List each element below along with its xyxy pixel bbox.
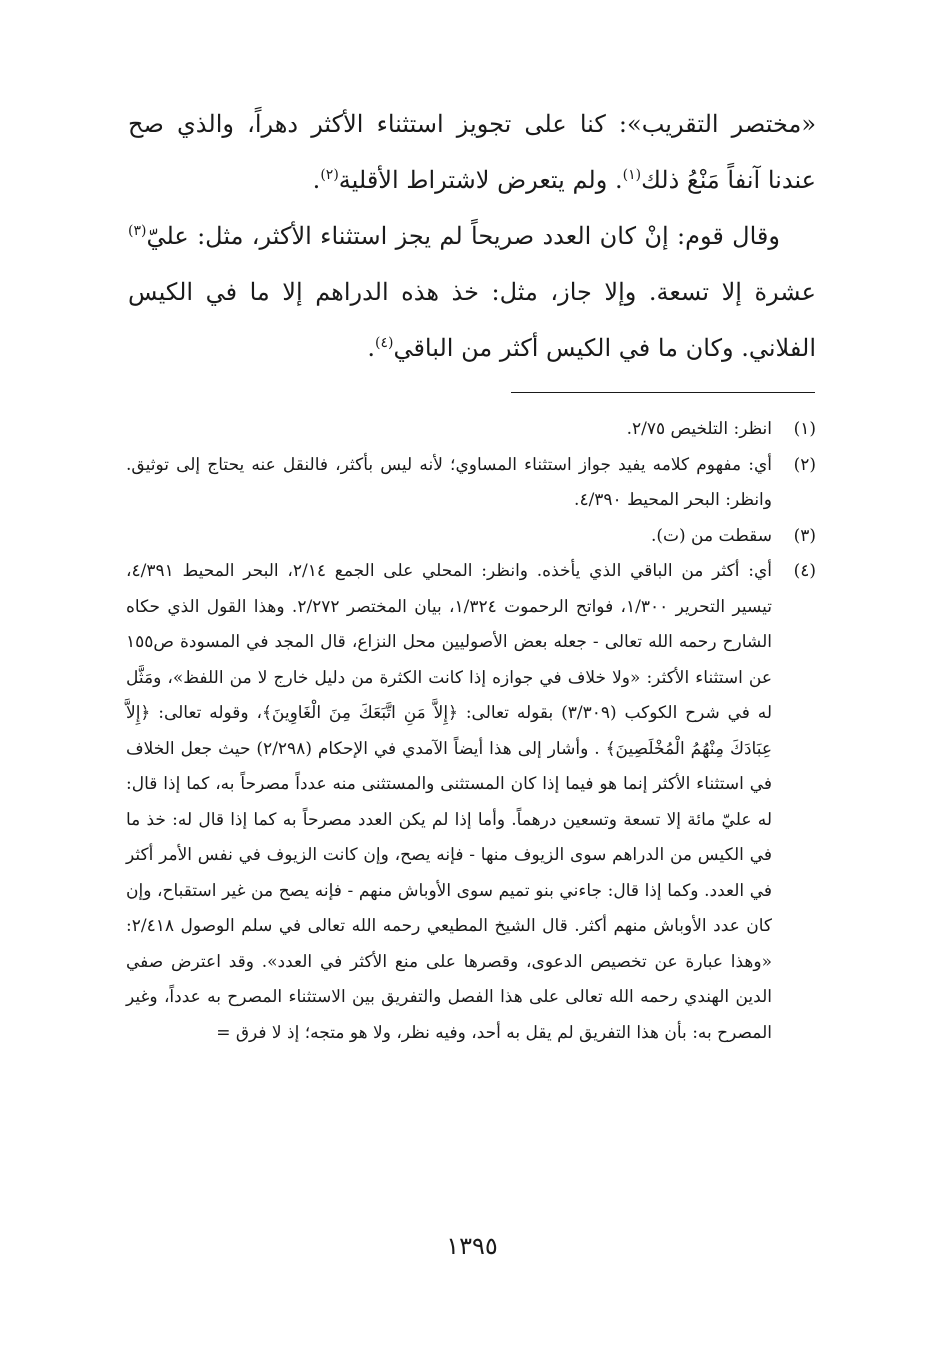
main-paragraph-1-text-b: . ولم يتعرض لاشتراط الأقلية <box>338 166 623 194</box>
footnote-divider <box>511 392 815 393</box>
footnote-4 <box>126 554 816 1051</box>
footnote-marker-1: (١) <box>622 167 642 183</box>
footnote-3 <box>126 519 816 555</box>
main-paragraph-2 <box>128 208 816 376</box>
main-text-block <box>128 96 816 376</box>
footnote-text: انظر: التلخيص ٢/٧٥. <box>626 419 772 439</box>
footnote-marker-3: (٣) <box>128 223 147 239</box>
footnote-number: (٢) <box>793 454 816 475</box>
main-paragraph-2-text-b: عشرة إلا تسعة. وإلا جاز، مثل: خذ هذه الدراهم إلا ما في الكيس الفلاني. وكان ما في الكيس أكثر من الباقي <box>128 278 816 362</box>
footnote-number: (٣) <box>793 525 816 546</box>
main-paragraph-2-text-c: . <box>367 334 375 362</box>
main-paragraph-2-text-a: وقال قوم: إنْ كان العدد صريحاً لم يجز استثناء الأكثر، مثل: عليّ <box>146 222 780 250</box>
footnote-text: أي: أكثر من الباقي الذي يأخذه. وانظر: المحلي على الجمع ٢/١٤، البحر المحيط ٤/٣٩١، تيسير التحرير ١/٣٠٠، فواتح الرحموت ١/٣٢٤، بيان المختصر ٢/٢٧٢. وهذا القول الذي حكاه الشارح رحمه الله تعالى - جعله بعض الأصوليين محل النزاع، قال المجد في المسودة ص١٥٥ عن استثناء الأكثر: «ولا خلاف في جوازه إذا كانت الكثرة من دليل خارج لا من اللفظ»، ومَثَّل له في شرح الكوكب (٣/٣٠٩) بقوله تعالى: ﴿إِلاَّ مَنِ اتَّبَعَكَ مِنَ الْغَاوِينَ﴾، وقوله تعالى: ﴿إِلاَّ عِبَادَكَ مِنْهُمُ الْمُخْلَصِينَ﴾ . وأشار إلى هذا أيضاً الآمدي في الإحكام (٢/٢٩٨) حيث جعل الخلاف في استثناء الأكثر إنما هو فيما إذا كان المستثنى والمستثنى منه عدداً مصرحاً به، كما إذا قال: له عليّ مائة إلا تسعة وتسعين درهماً. وأما إذا لم يكن العدد مصرحاً به كما إذا قال له: خذ ما في الكيس من الدراهم سوى الزيوف منها - فإنه يصح، وإن كانت الزيوف في نفس الأمر أكثر في العدد. وكما إذا قال: جاءني بنو تميم سوى الأوباش منهم - فإنه يصح من غير استقباح، وإن كان عدد الأوباش منهم أكثر. قال الشيخ المطيعي رحمه الله تعالى في سلم الوصول ٢/٤١٨: «وهذا عبارة عن تخصيص الدعوى، وقصرها على منع الأكثر في العدد». وقد اعترض صفي الدين الهندي رحمه الله تعالى على هذا الفصل والتفريق بين الاستثناء المصرح به عدداً، وغير المصرح به: بأن هذا التفريق لم يقل به أحد، وفيه نظر، ولا هو متجه؛ إذ لا فرق = <box>126 561 773 1043</box>
footnote-marker-4: (٤) <box>374 335 394 351</box>
footnote-1 <box>126 412 816 448</box>
footnote-text: سقطت من (ت). <box>650 525 772 546</box>
footnote-text: أي: مفهوم كلامه يفيد جواز استثناء المساوي؛ لأنه ليس بأكثر، فالنقل عنه يحتاج إلى توثيق. وانظر: البحر المحيط ٤/٣٩٠. <box>126 454 772 510</box>
page-number: ١٣٩٥ <box>446 1232 498 1260</box>
main-paragraph-1-text-a: «مختصر التقريب»: كنا على تجويز استثناء الأكثر دهراً، والذي صح عندنا آنفاً مَنْعُ ذلك <box>128 110 816 194</box>
footnote-marker-2: (٢) <box>320 167 339 183</box>
footnotes-section <box>126 412 816 1051</box>
footnote-number: (١) <box>793 419 816 439</box>
footnote-number: (٤) <box>793 561 816 581</box>
main-paragraph-1 <box>128 96 816 208</box>
footnote-2 <box>126 448 816 519</box>
main-paragraph-1-text-c: . <box>312 166 321 194</box>
